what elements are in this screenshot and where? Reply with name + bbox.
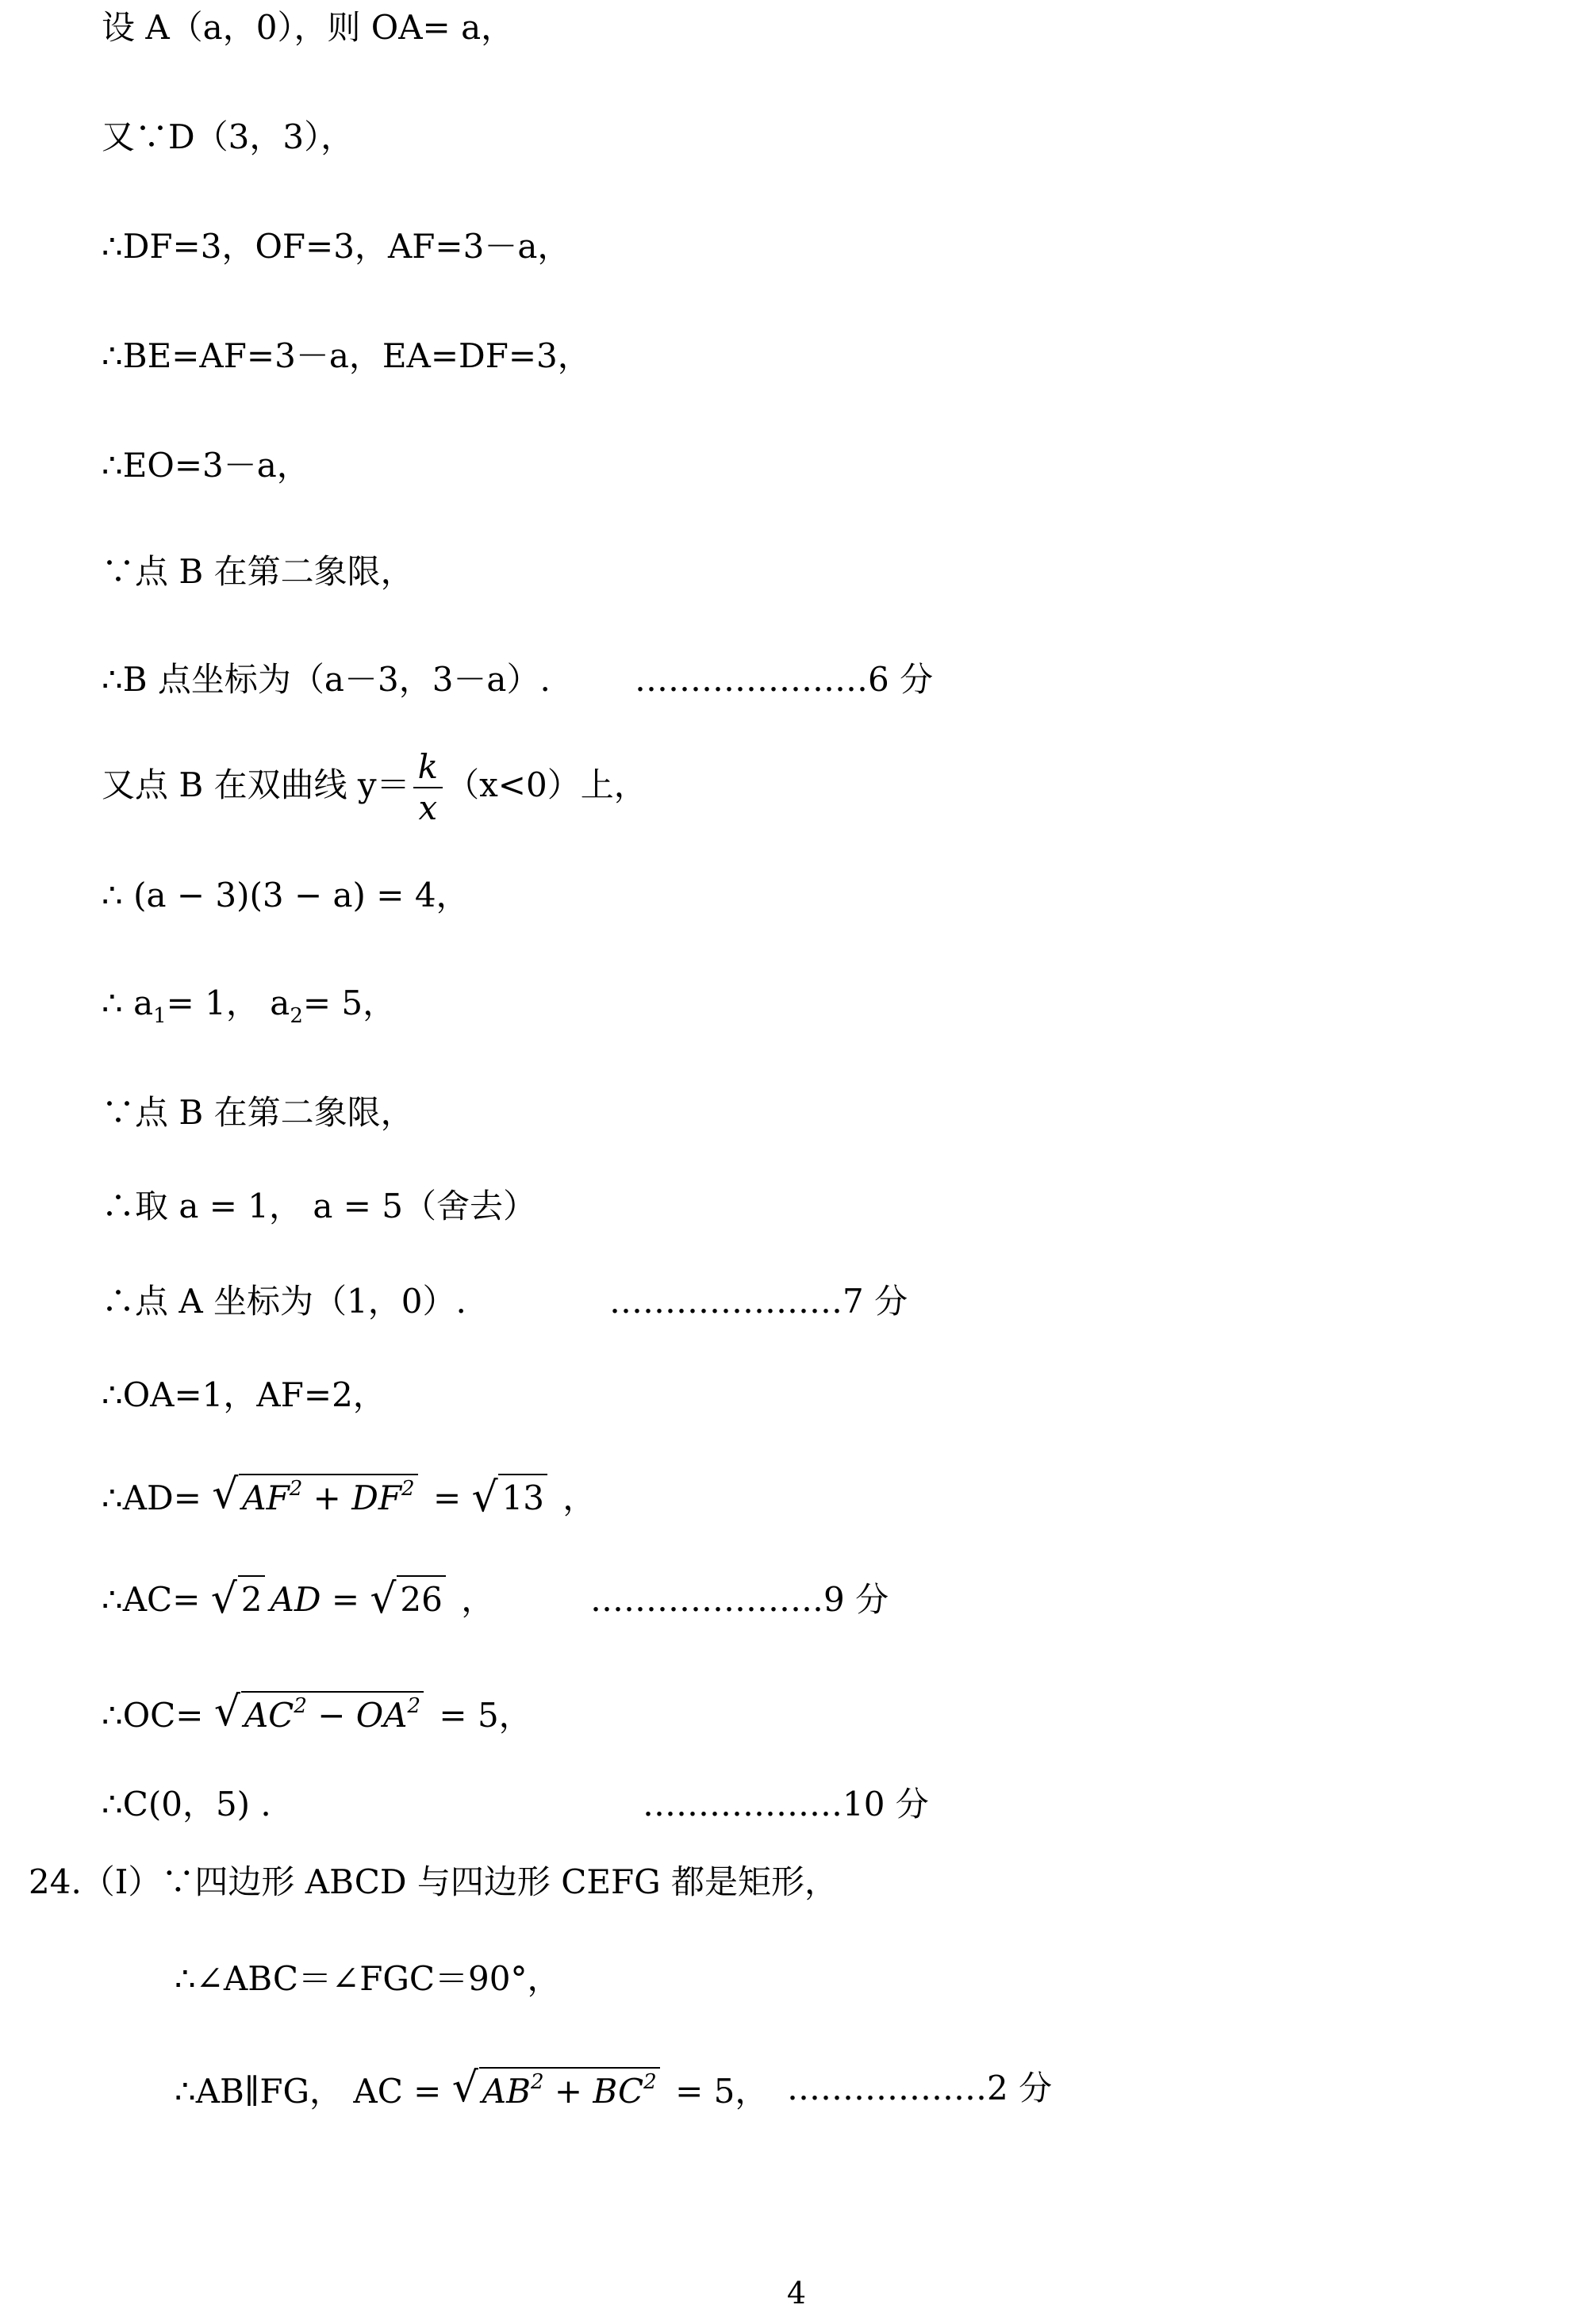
radicand (479, 2067, 660, 2111)
score-9: …………………9 分 (590, 1580, 889, 1619)
line-20 (175, 2064, 769, 2111)
line-10-c: = 5， (302, 984, 397, 1022)
radicand (241, 1691, 424, 1735)
sqrt-ab-bc (451, 2064, 660, 2111)
line-1: 设 A（a，0），则 OA= a， (102, 8, 515, 47)
sqrt-ac-oa (213, 1688, 424, 1735)
score-2: ………………2 分 (787, 2069, 1053, 2107)
line-10-a: ∴ a (102, 984, 154, 1022)
line-10 (102, 984, 397, 1028)
line-8-text: 又点 B 在双曲线 y＝ (102, 765, 410, 804)
line-5: ∴EO=3－a， (102, 446, 310, 485)
radical-sign: √ (451, 2064, 478, 2111)
radicand: 2 (238, 1575, 266, 1619)
line-14: ∴OA=1，AF=2， (102, 1375, 386, 1414)
line-8 (102, 747, 647, 827)
radicand-term-2: + DF (302, 1478, 402, 1517)
line-17 (102, 1688, 532, 1735)
radical-sign: √ (212, 1471, 239, 1518)
line-12: ∴取 a = 1， a = 5（舍去） (102, 1187, 537, 1225)
ad-equals: AD = (270, 1580, 360, 1619)
radicand-term-2: + BC (543, 2072, 644, 2111)
line-13: ∴点 A 坐标为（1，0）. (102, 1282, 466, 1321)
radicand (239, 1474, 417, 1517)
line-17-a: ∴OC= (102, 1696, 204, 1735)
radical-sign: √ (210, 1575, 237, 1623)
line-19: ∴∠ABC＝∠FGC＝90°， (175, 1959, 561, 1998)
radical-sign: √ (213, 1688, 240, 1735)
comma: ， (562, 1478, 597, 1517)
line-16 (102, 1575, 495, 1623)
fraction-denominator: x (418, 788, 438, 827)
line-6: ∵点 B 在第二象限， (102, 552, 414, 591)
radicand-term-1: AF (242, 1478, 290, 1517)
line-10-b: = 1， a (166, 984, 290, 1022)
subscript-2: 2 (290, 1004, 303, 1028)
sqrt-13 (471, 1474, 547, 1521)
score-10: ………………10 分 (643, 1785, 929, 1824)
line-8-tail: （x<0）上， (446, 765, 647, 804)
radicand-term-1: AB (482, 2072, 531, 2111)
line-11: ∵点 B 在第二象限， (102, 1093, 414, 1132)
line-18: ∴C(0，5) . (102, 1785, 271, 1824)
line-16-a: ∴AC= (102, 1580, 201, 1619)
radicand: 26 (397, 1575, 445, 1619)
sqrt-26 (370, 1575, 445, 1623)
exponent: 2 (407, 1694, 421, 1718)
exponent: 2 (643, 2070, 657, 2094)
equals-five: = 5， (439, 1696, 532, 1735)
line-2: 又∵D（3，3）， (102, 117, 355, 156)
exponent: 2 (289, 1477, 303, 1501)
radical-sign: √ (370, 1575, 397, 1623)
subscript-1: 1 (153, 1004, 167, 1028)
equals: = (432, 1478, 472, 1517)
page-number: 4 (786, 2276, 807, 2311)
radical-sign: √ (471, 1474, 498, 1521)
fraction-k-over-x (413, 747, 443, 827)
line-15-a: ∴AD= (102, 1478, 202, 1517)
exponent: 2 (401, 1477, 415, 1501)
line-9: ∴ (a − 3)(3 − a) = 4， (102, 876, 470, 915)
line-3: ∴DF=3，OF=3，AF=3－a， (102, 227, 571, 266)
exponent: 2 (530, 2070, 544, 2094)
fraction-numerator: k (413, 750, 443, 788)
radicand: 13 (498, 1474, 547, 1517)
problem-24-heading: 24.（Ⅰ）∵四边形 ABCD 与四边形 CEFG 都是矩形， (29, 1862, 839, 1901)
line-15 (102, 1471, 597, 1521)
exponent: 2 (294, 1694, 307, 1718)
line-7: ∴B 点坐标为（a－3，3－a）. (102, 660, 551, 699)
radicand-term-1: AC (244, 1696, 294, 1735)
comma: ， (461, 1580, 495, 1619)
sqrt-af-df (212, 1471, 417, 1518)
sqrt-2 (210, 1575, 266, 1623)
radicand-term-2: − OA (306, 1696, 408, 1735)
score-7: …………………7 分 (609, 1282, 908, 1321)
line-20-a: ∴AB∥FG， AC = (175, 2072, 442, 2111)
line-4: ∴BE=AF=3－a，EA=DF=3， (102, 336, 591, 375)
score-6: …………………6 分 (635, 660, 934, 699)
equals-five: = 5， (675, 2072, 769, 2111)
